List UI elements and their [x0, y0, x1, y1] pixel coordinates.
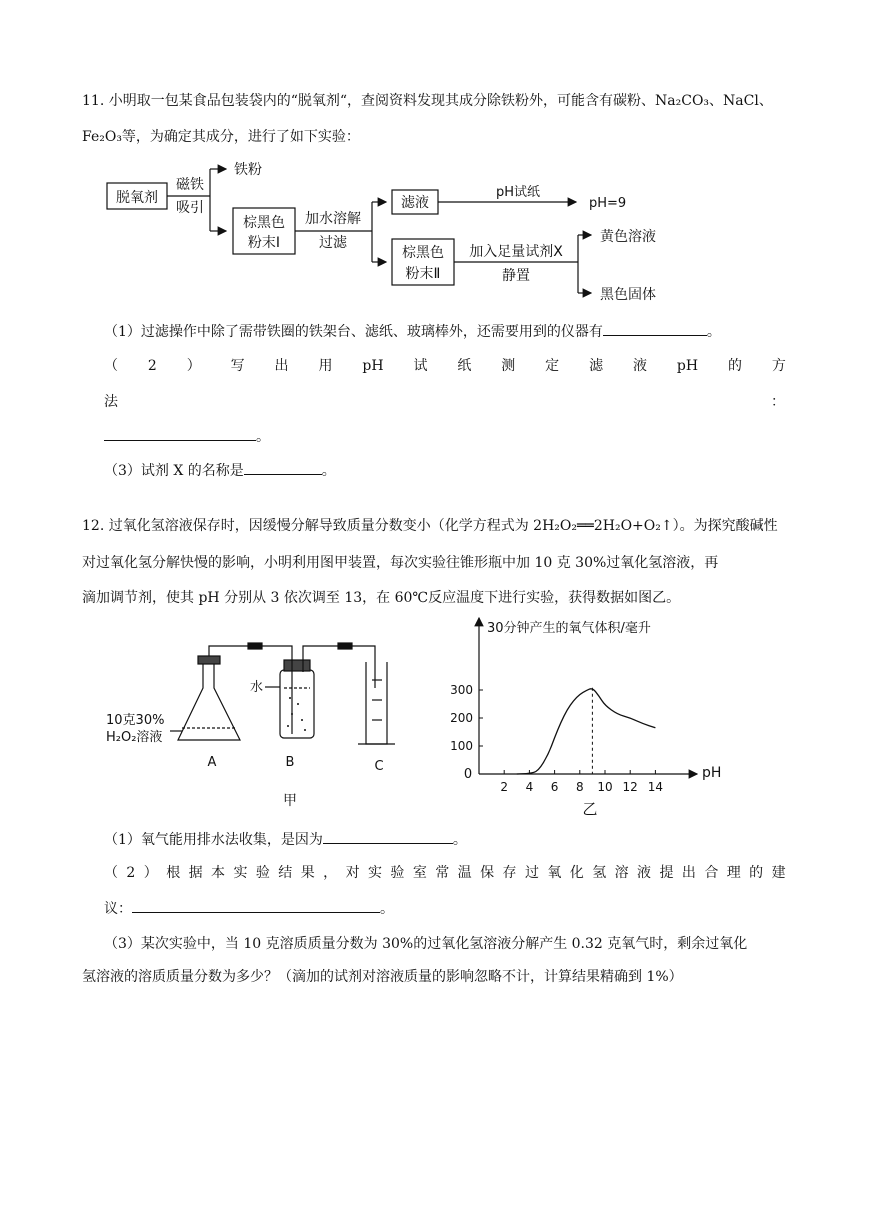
- q11-stem-line2: Fe₂O₃等，为确定其成分，进行了如下实验：: [82, 129, 360, 145]
- q11-sub2-token: 的: [727, 358, 742, 374]
- q11-sub2-end: 。: [256, 429, 270, 445]
- q12-sub3-line2: 氢溶液的溶质质量分数为多少？（滴加的试剂对溶液质量的影响忽略不计，计算结果精确到 1%）: [82, 969, 683, 985]
- flow-op3: pH试纸: [495, 185, 541, 200]
- q11-sub2-token: 用: [318, 358, 333, 374]
- q12-sub2-token: 本: [211, 865, 226, 881]
- q12-sub1: [104, 829, 808, 850]
- x-tick-label: 6: [550, 780, 559, 794]
- q12-sub2-token: 常: [435, 865, 450, 881]
- q11-sub2-token: 液: [632, 358, 647, 374]
- y-tick-label: 100: [450, 739, 473, 753]
- q11-sub2-token: （: [104, 358, 118, 374]
- q11-flowchart: [100, 155, 700, 310]
- flow-op4b: 静置: [502, 268, 530, 284]
- q12-sub2-token: 合: [704, 865, 719, 881]
- apparatus-solution-label-1: 10克30%: [106, 713, 165, 728]
- q12-sub2-token: 验: [390, 865, 405, 881]
- q11-sub1-end: 。: [706, 324, 721, 340]
- q12-sub1-end: 。: [452, 832, 467, 848]
- chart-title: 30分钟产生的氧气体积/毫升: [487, 621, 651, 636]
- q12-sub2-token: 出: [681, 865, 696, 881]
- q12-sub2-token: 理: [726, 865, 741, 881]
- x-tick-label: 12: [622, 780, 638, 794]
- q12-sub2-token: 提: [659, 865, 674, 881]
- q11-sub3-text: （3）试剂 X 的名称是: [104, 463, 244, 479]
- q11-sub2-token: 滤: [589, 358, 604, 374]
- q11-sub2-word: 法: [104, 394, 118, 410]
- flow-op1b: 吸引: [176, 200, 204, 216]
- q11-sub2-answer-blank[interactable]: [104, 426, 256, 441]
- flow-box1a: 棕黑色: [243, 215, 285, 231]
- q12-sub2-token: 保: [480, 865, 495, 881]
- q11-stem-line1: 11. 小明取一包某食品包装袋内的“脱氧剂“，查阅资料发现其成分除铁粉外，可能含有碳粉、Na₂CO₃、NaCl、: [82, 93, 773, 109]
- flow-iron: 铁粉: [234, 162, 262, 178]
- apparatus-solution-label-2: H₂O₂溶液: [106, 730, 163, 745]
- q12-sub2-token: 据: [188, 865, 203, 881]
- q12-sub2-token: 氧: [547, 865, 562, 881]
- q11-sub2-token: 测: [501, 358, 516, 374]
- x-tick-label: 4: [525, 780, 534, 794]
- flow-ph-result: pH=9: [589, 196, 627, 211]
- flow-op2b: 过滤: [319, 235, 347, 251]
- q12-sub2-token: 验: [255, 865, 270, 881]
- q11-sub1-answer-blank[interactable]: [603, 321, 707, 336]
- q12-sub3-line1: （3）某次实验中，当 10 克溶质质量分数为 30%的过氧化氢溶液分解产生 0.32 克氧气时，剩余过氧化: [104, 936, 748, 952]
- q12-sub2-token: ，: [323, 865, 338, 881]
- q11-sub2-colon: ：: [771, 394, 785, 410]
- q12-sub2-token: 实: [233, 865, 248, 881]
- flow-box2b: 粉末Ⅱ: [405, 266, 441, 282]
- q12-sub2-token: 果: [300, 865, 315, 881]
- flow-box2a: 棕黑色: [402, 245, 444, 261]
- q11-sub2-token: 写: [230, 358, 245, 374]
- q12-sub2-token: 2: [126, 865, 136, 881]
- q12-stem-line2: 对过氧化氢分解快慢的影响，小明利用图甲装置，每次实验往锥形瓶中加 10 克 30%过氧化氢溶液，再: [82, 555, 719, 571]
- q12-sub2-token: 溶: [614, 865, 629, 881]
- q12-sub2-token: ）: [143, 865, 158, 881]
- apparatus-label-a: A: [207, 755, 217, 770]
- q12-sub2-token: 过: [524, 865, 539, 881]
- q12-sub2-word: 议：: [104, 901, 132, 917]
- x-tick-label: 14: [647, 780, 664, 794]
- q12-sub2-token: 液: [637, 865, 652, 881]
- y-tick-label: 200: [450, 711, 473, 725]
- apparatus-caption: 甲: [283, 793, 297, 809]
- flow-box1b: 粉末Ⅰ: [247, 235, 281, 251]
- q12-sub2-token: 室: [412, 865, 427, 881]
- flow-op4a: 加入足量试剂X: [469, 244, 563, 260]
- q11-sub2-token: 2: [147, 358, 157, 374]
- x-tick-label: 10: [597, 780, 613, 794]
- q12-sub2-token: 实: [367, 865, 382, 881]
- q12-sub2-token: 氢: [592, 865, 607, 881]
- q11-sub2-token: ）: [186, 358, 201, 374]
- q12-stem-line3: 滴加调节剂，使其 pH 分别从 3 依次调至 13，在 60℃反应温度下进行实验，获得数据如图乙。: [82, 590, 681, 606]
- apparatus-diagram: [100, 640, 410, 820]
- flow-start: 脱氧剂: [116, 190, 158, 206]
- x-tick-label: 2: [500, 780, 509, 794]
- q11-sub1: [104, 321, 808, 342]
- q11-sub2-token: 纸: [457, 358, 472, 374]
- q11-sub2-token: 出: [274, 358, 289, 374]
- x-tick-label: 8: [575, 780, 584, 794]
- q12-sub1-text: （1）氧气能用排水法收集，是因为: [104, 832, 323, 848]
- chart-origin-label: 0: [463, 767, 473, 782]
- q12-sub2-token: 根: [166, 865, 181, 881]
- q11-sub2-token: pH: [362, 358, 384, 374]
- oxygen-vs-ph-chart: [440, 610, 740, 820]
- q12-sub2-line2: [104, 898, 808, 919]
- q12-sub2-token: 温: [457, 865, 472, 881]
- q11-sub2-line1: [104, 356, 786, 376]
- series-line: [517, 689, 656, 774]
- chart-caption: 乙: [582, 800, 598, 818]
- flow-op1a: 磁铁: [176, 177, 204, 193]
- flow-op2a: 加水溶解: [305, 211, 361, 227]
- q11-sub2-line2: [104, 392, 808, 412]
- q11-sub2-token: pH: [676, 358, 699, 374]
- q11-sub2-token: 方: [771, 358, 786, 374]
- q12-sub2-token: 化: [569, 865, 584, 881]
- flow-filtrate: 滤液: [401, 195, 429, 211]
- q11-sub3-answer-blank[interactable]: [244, 460, 322, 475]
- q11-sub1-text: （1）过滤操作中除了需带铁圈的铁架台、滤纸、玻璃棒外，还需要用到的仪器有: [104, 324, 603, 340]
- q11-sub3-end: 。: [321, 463, 336, 479]
- flow-black: 黑色固体: [600, 287, 656, 303]
- apparatus-label-c: C: [374, 759, 384, 774]
- q11-sub3: [104, 460, 808, 481]
- q11-sub2-token: 试: [413, 358, 428, 374]
- q12-sub2-token: 建: [771, 865, 786, 881]
- q12-sub2-answer-blank[interactable]: [132, 898, 380, 913]
- apparatus-label-b: B: [285, 755, 295, 770]
- q12-sub2-token: 结: [278, 865, 293, 881]
- q12-sub1-answer-blank[interactable]: [323, 829, 453, 844]
- q12-sub2-token: 对: [345, 865, 360, 881]
- q12-sub2-token: 的: [749, 865, 764, 881]
- q12-sub2-line1: [104, 863, 786, 883]
- q11-sub2-line3: [104, 426, 808, 447]
- q12-sub2-end: 。: [380, 901, 394, 917]
- apparatus-water-label: 水: [250, 680, 264, 695]
- flow-yellow: 黄色溶液: [600, 229, 656, 245]
- q12-sub2-token: （: [104, 865, 118, 881]
- y-tick-label: 300: [450, 683, 473, 697]
- chart-x-label: pH: [702, 765, 722, 781]
- q12-stem-line1: 12. 过氧化氢溶液保存时，因缓慢分解导致质量分数变小（化学方程式为 2H₂O₂══2H₂O+O₂↑）。为探究酸碱性: [82, 518, 778, 534]
- q12-sub2-token: 存: [502, 865, 517, 881]
- q11-sub2-token: 定: [545, 358, 560, 374]
